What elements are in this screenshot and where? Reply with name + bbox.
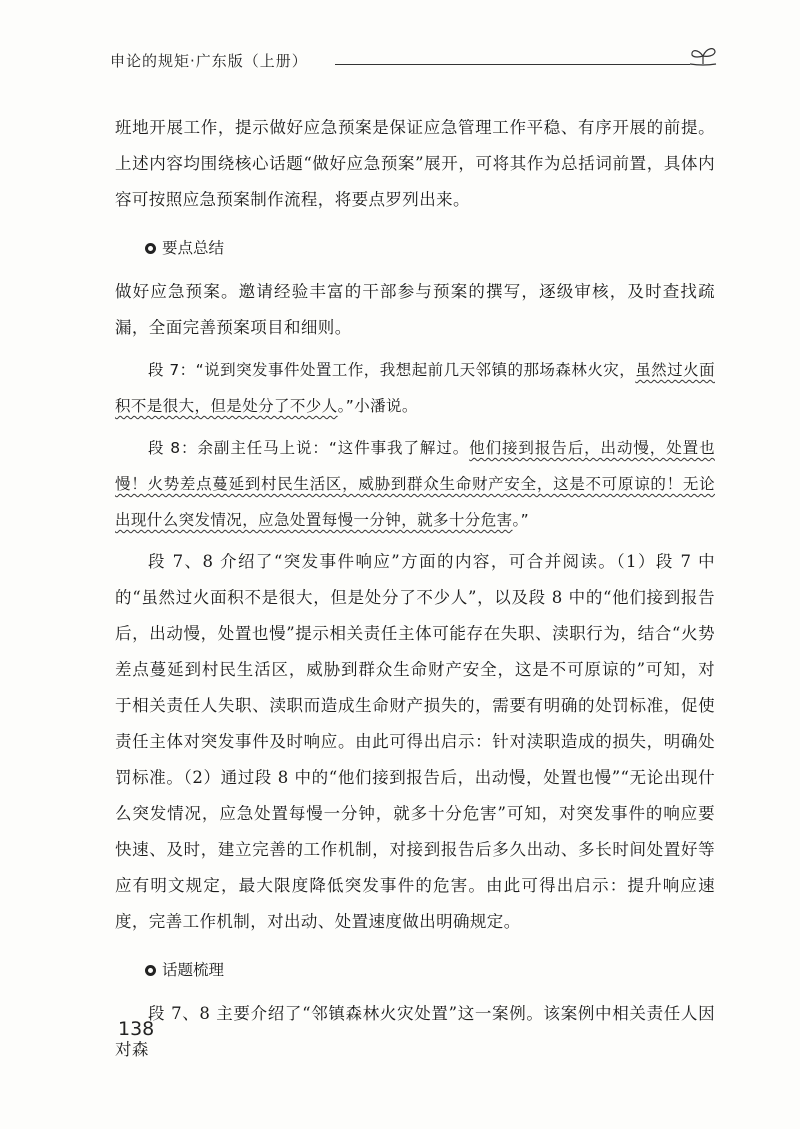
quote-7-lead: 段 7：“说到突发事件处置工作，我想起前几天邻镇的那场森林火灾， [148, 361, 636, 379]
section-heading-label: 要点总结 [162, 239, 225, 257]
quote-8-lead: 段 8：余副主任马上说：“这件事我了解过。 [148, 439, 470, 457]
paragraph-quote-7 [115, 352, 715, 424]
quote-8-underlined: 他们接到报告后，出动慢，处置也慢！火势差点蔓延到村民生活区，威胁到群众生命财产安全，这是不可原谅的！无论出现什么突发情况，应急处置每慢一分钟，就多十分危害 [115, 439, 715, 529]
section-heading-key-points [145, 230, 715, 266]
bullet-icon [145, 243, 156, 254]
paragraph-topic: 段 7、8 主要介绍了“邻镇森林火灾处置”这一案例。该案例中相关责任人因对森 [115, 1004, 715, 1059]
summary-text: 做好应急预案。邀请经验丰富的干部参与预案的撰写，逐级审核，及时查找疏漏，全面完善预案项目和细则。 [115, 282, 715, 337]
page-number: 138 [118, 1018, 155, 1040]
header-rule [335, 64, 690, 65]
sprout-icon [686, 44, 720, 70]
section-heading-topic [145, 952, 715, 988]
running-header [110, 44, 720, 76]
paragraph-summary [115, 274, 715, 346]
quote-8-tail: 。” [512, 511, 530, 529]
paragraph-analysis: 段 7、8 介绍了“突发事件响应”方面的内容，可合并阅读。（1）段 7 中的“虽然过火面积不是很大，但是处分了不少人”，以及段 8 中的“他们接到报告后，出动慢，处置也慢”提示相关责任主体可能存在失职、渎职行为，结合“火势差点蔓延到村民生活区，威胁到群众生命财产安全，这是不可原谅的”可知，对于相关责任人失职、渎职而造成生命财产损失的，需要有明确的处罚标准，促使责任主体对突发事件及时响应。由此可得出启示：针对渎职造成的损失，明确处罚标准。（2）通过段 8 中的“他们接到报告后，出动慢，处置也慢”“无论出现什么突发情况，应急处置每慢一分钟，就多十分危害”可知，对突发事件的响应要快速、及时，建立完善的工作机制，对接到报告后多久出动、多长时间处置好等应有明文规定，最大限度降低突发事件的危害。由此可得出启示：提升响应速度，完善工作机制，对出动、处置速度做出明确规定。 [115, 552, 715, 931]
quote-7-underlined: 虽然过火面积不是很大，但是处分了不少人 [115, 361, 715, 415]
quote-7-tail: 。”小潘说。 [337, 397, 418, 415]
paragraph-quote-8 [115, 430, 715, 538]
page-content [115, 110, 715, 1068]
book-title: 申论的规矩·广东版（上册） [110, 52, 308, 70]
paragraph-continuation: 班地开展工作，提示做好应急预案是保证应急管理工作平稳、有序开展的前提。上述内容均围绕核心话题“做好应急预案”展开，可将其作为总括词前置，具体内容可按照应急预案制作流程，将要点罗列出来。 [115, 118, 715, 209]
section-heading-label: 话题梳理 [162, 961, 225, 979]
bullet-icon [145, 965, 156, 976]
